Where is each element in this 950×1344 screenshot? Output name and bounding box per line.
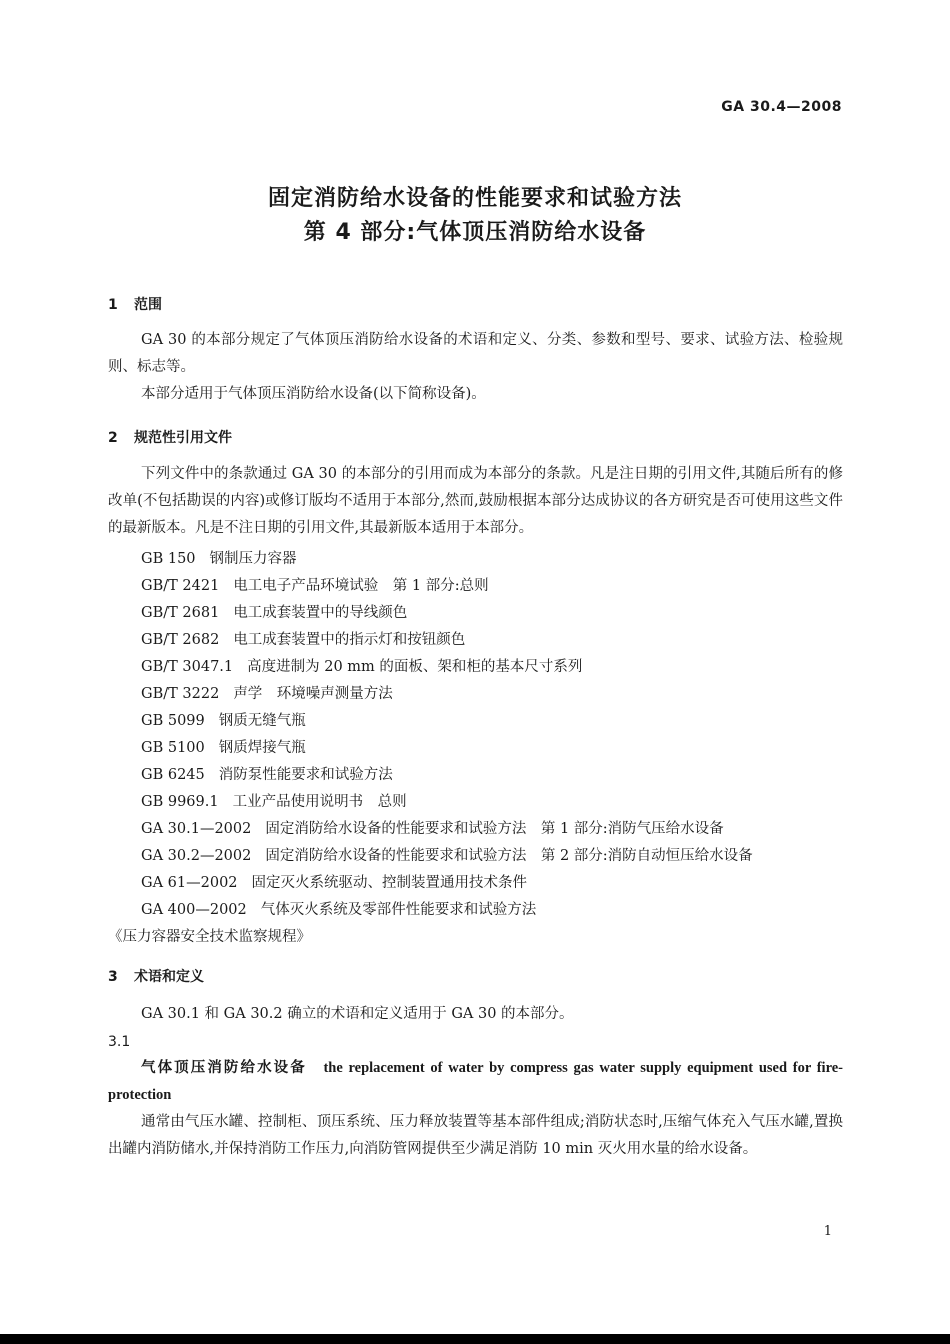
reference-title: 固定消防给水设备的性能要求和试验方法 第 1 部分:消防气压给水设备 (265, 821, 724, 837)
document-title-line1: 固定消防给水设备的性能要求和试验方法 (267, 186, 682, 211)
reference-title: 钢质焊接气瓶 (218, 740, 306, 756)
reference-code: GB/T 3222 (141, 686, 220, 702)
document-title-line2: 第 4 部分:气体顶压消防给水设备 (303, 220, 647, 245)
reference-item (141, 898, 536, 919)
term-english: the replacement of water by compress gas water supply equipment used for fire-protection (108, 1060, 844, 1103)
section-2-para-1: 下列文件中的条款通过 GA 30 的本部分的引用而成为本部分的条款。凡是注日期的引用文件,其随后所有的修改单(不包括勘误的内容)或修订版均不适用于本部分,然而,鼓励根据本部分达成协议的各方研究是否可使用这些文件的最新版本。凡是不注日期的引用文件,其最新版本适用于本部分。 (108, 466, 843, 536)
standard-number: GA 30.4—2008 (721, 99, 842, 115)
reference-item (141, 817, 724, 838)
reference-code: GB/T 3047.1 (141, 659, 234, 675)
section-2-number: 2 (108, 430, 118, 446)
reference-code: GB 5100 (141, 740, 205, 756)
section-1-para-2: 本部分适用于气体顶压消防给水设备(以下简称设备)。 (141, 386, 486, 402)
reference-item (141, 655, 582, 676)
reference-code: GB 6245 (141, 767, 205, 783)
reference-code: GA 61—2002 (141, 875, 238, 891)
reference-title: 声学 环境噪声测量方法 (233, 686, 393, 702)
section-1-number: 1 (108, 297, 118, 313)
section-1-title: 范围 (134, 297, 162, 313)
reference-title: 电工成套装置中的导线颜色 (233, 605, 408, 621)
section-2-title: 规范性引用文件 (134, 430, 232, 446)
reference-code: GA 30.2—2002 (141, 848, 252, 864)
reference-item (141, 763, 393, 784)
reference-code: GA 400—2002 (141, 902, 247, 918)
reference-title: 钢质无缝气瓶 (218, 713, 306, 729)
reference-item (141, 682, 393, 703)
reference-item (141, 790, 407, 811)
reference-code: GA 30.1—2002 (141, 821, 252, 837)
term-entry (108, 1055, 843, 1109)
term-definition: 通常由气压水罐、控制柜、顶压系统、压力释放装置等基本部件组成;消防状态时,压缩气体充入气压水罐,置换出罐内消防储水,并保持消防工作压力,向消防管网提供至少满足消防 10 min 灭火用水量的给水设备。 (108, 1114, 843, 1157)
reference-code: GB 9969.1 (141, 794, 219, 810)
reference-item (141, 709, 306, 730)
reference-code: GB/T 2681 (141, 605, 220, 621)
reference-code: GB 5099 (141, 713, 205, 729)
reference-item (141, 628, 465, 649)
reference-code: GB/T 2421 (141, 578, 220, 594)
bottom-border (0, 1334, 950, 1344)
reference-item (141, 574, 489, 595)
reference-item (141, 736, 306, 757)
reference-regulation: 《压力容器安全技术监察规程》 (108, 929, 311, 945)
reference-item (141, 871, 527, 892)
subsection-number: 3.1 (108, 1034, 131, 1050)
section-3-number: 3 (108, 969, 118, 985)
reference-title: 工业产品使用说明书 总则 (232, 794, 407, 810)
reference-title: 电工成套装置中的指示灯和按钮颜色 (233, 632, 466, 648)
section-3-para-1: GA 30.1 和 GA 30.2 确立的术语和定义适用于 GA 30 的本部分。 (141, 1006, 574, 1022)
reference-title: 固定消防给水设备的性能要求和试验方法 第 2 部分:消防自动恒压给水设备 (265, 848, 753, 864)
section-1-heading (108, 294, 162, 314)
reference-item (141, 844, 753, 865)
term-chinese: 气体顶压消防给水设备 (141, 1060, 307, 1076)
reference-title: 固定灭火系统驱动、控制装置通用技术条件 (251, 875, 528, 891)
reference-title: 钢制压力容器 (209, 551, 297, 567)
reference-code: GB 150 (141, 551, 196, 567)
reference-title: 高度进制为 20 mm 的面板、架和柜的基本尺寸系列 (247, 659, 583, 675)
reference-title: 电工电子产品环境试验 第 1 部分:总则 (233, 578, 489, 594)
page-number: 1 (823, 1224, 832, 1239)
section-3-heading (108, 966, 204, 986)
section-2-heading (108, 427, 232, 447)
reference-title: 消防泵性能要求和试验方法 (218, 767, 393, 783)
reference-item (141, 547, 297, 568)
section-1-para-1: GA 30 的本部分规定了气体顶压消防给水设备的术语和定义、分类、参数和型号、要求、试验方法、检验规则、标志等。 (108, 332, 843, 375)
reference-item (141, 601, 407, 622)
reference-title: 气体灭火系统及零部件性能要求和试验方法 (260, 902, 537, 918)
reference-code: GB/T 2682 (141, 632, 220, 648)
section-3-title: 术语和定义 (134, 969, 204, 985)
